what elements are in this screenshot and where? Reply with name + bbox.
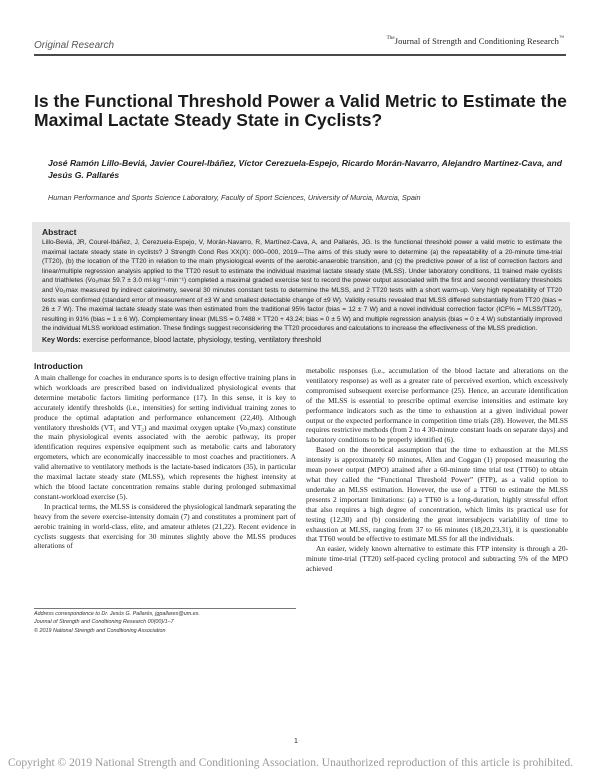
affiliation: Human Performance and Sports Science Laboratory, Faculty of Sport Sciences, University of Murcia, Murcia, Spain	[48, 193, 421, 202]
citation-note: Journal of Strength and Conditioning Research 00(00)/1–7	[34, 619, 174, 625]
body-paragraph: metabolic responses (i.e., accumulation of the blood lactate and alterations on the ventilatory response) as well as a greater rate of perceived exertion, which excessively compromised subsequent exercise performance (25). Hence, an accurate identification of the MLSS is essential to prescribe optimal exercise intensities and estimate key performance indicators such as the time to exhaustion at a given individual power output or the expected performance in competition time trials (28). However, the MLSS requires restrictive methods (from 2 to 4 30-minute constant loads on separate days) and laboratory conditions to be properly identified (6).	[306, 366, 568, 445]
journal-name: Journal of Strength and Conditioning Research	[394, 36, 559, 46]
article-title: Is the Functional Threshold Power a Valid Metric to Estimate the Maximal Lactate Steady State in Cyclists?	[34, 91, 567, 130]
journal-trademark: ™	[559, 36, 564, 41]
correspondence-note: Address correspondence to Dr. Jesús G. Pallarés, jgpallares@um.es.	[34, 611, 200, 617]
introduction-heading: Introduction	[34, 361, 83, 371]
copyright-note: © 2019 National Strength and Conditioning Association	[34, 628, 166, 634]
journal-logo	[387, 36, 564, 46]
keywords-list: exercise performance, blood lactate, physiology, testing, ventilatory threshold	[82, 337, 322, 344]
header-divider	[34, 54, 566, 56]
keywords	[42, 337, 562, 344]
body-column-right	[306, 366, 568, 574]
page-number: 1	[294, 738, 298, 745]
body-paragraph: In practical terms, the MLSS is considered the physiological landmark separating the heavy from the severe exercise-intensity domain (7) and constitutes a prominent part of aerobic training in world-class, elite, and amateur athletes (21,22). Recent evidence in cyclists suggests that exercising for 30 minutes slightly above the MLSS produces alterations of	[34, 501, 296, 551]
body-paragraph: A main challenge for coaches in endurance sports is to design effective training plans in which workloads are prescribed based on individualized physiological events that determine metabolic factors limiting performance (17). In this sense, it is key to accurately identify thresholds (i.e., intensities) for setting individual training zones to produce the optimal adaptation and performance enhancement (22,40). Although ventilatory thresholds (VT₁ and VT₂) and maximal oxygen uptake (V̇o₂max) constitute the main physiological events associated with the aerobic pathway, its proper identification requires expensive equipment such as metabolic carts and laboratory ergometers, which are economically inaccessible to most coaches and practitioners. A valid alternative to ventilatory methods is the lactate-based indicators (35), in particular the maximal lactate steady state (MLSS), which represents the highest intensity at which the blood lactate concentration remains stable during prolonged submaximal constant-workload exercise (5).	[34, 373, 296, 501]
journal-prefix: The	[386, 36, 395, 41]
section-label: Original Research	[34, 40, 115, 51]
abstract-heading: Abstract	[42, 227, 77, 237]
abstract-text: Lillo-Beviá, JR, Courel-Ibáñez, J, Cerezuela-Espejo, V, Morán-Navarro, R, Martínez-Cava, A, and Pallarés, JG. Is the functional threshold power a valid metric to estimate the maximal lactate steady state in cyclists? J Strength Cond Res XX(X): 000–000, 2019—The aims of this study were to determine (a) the repeatability of a 20-minute time-trial (TT20), (b) the location of the TT20 in relation to the main physiological events of the aerobic-anaerobic transition, and (c) the predictive power of a list of correction factors and linear/multiple regression analysis applied to the TT20 result to estimate the individual maximal lactate steady state (MLSS). Under laboratory conditions, 11 trained male cyclists and triathletes (V̇o₂max 59.7 ± 3.0 ml·kg⁻¹·min⁻¹) completed a maximal graded exercise test to record the power output associated with the first and second ventilatory thresholds and V̇o₂max measured by indirect calorimetry, several 30 minutes constant tests to determine the MLSS, and 2 TT20 tests with a short warm-up. Very high repeatability of TT20 tests was confirmed (standard error of measurement of ±3 W and smallest detectable change of ±9 W). Validity results revealed that MLSS differed substantially from TT20 (bias = 26 ± 7 W). The maximal lactate steady state was then estimated from the traditional 95% factor (bias = 12 ± 7 W) and a novel individual correction factor (ICF% = MLSS/TT20), resulting in 91% (bias = 1 ± 6 W). Complementary linear (MLSS = 0.7488 × TT20 + 43.24; bias = 0 ± 5 W) and multiple regression analysis (bias = 0 ± 4 W) substantially improved the individual MLSS workload estimation. These findings suggest reconsidering the TT20 procedures and calculations to increase the effectiveness of the MLSS prediction.	[42, 239, 562, 333]
body-paragraph: Based on the theoretical assumption that the time to exhaustion at the MLSS intensity is approximately 60 minutes, Allen and Coggan (1) proposed measuring the mean power output (MPO) attained after a 60-minute time trial test (TT60) to obtain what they called the “Functional Threshold Power” (FTP), as a valid option to undertake an MLSS estimation. However, the use of a TT60 to estimate the MLSS presents 2 important limitations: (a) a TT60 is a long-duration, highly stressful effort that also requires a high degree of concentration, which limits its practical use for testing (12,30) and (b) considering the great intersubjects variability of time to exhaustion at MLSS, ranging from 37 to 66 minutes (18,20,23,31), it is questionable that TT60 would be effective to estimate MLSS for all the individuals.	[306, 445, 568, 544]
keywords-label: Key Words:	[42, 337, 81, 344]
author-list: José Ramón Lillo-Beviá, Javier Courel-Ibáñez, Víctor Cerezuela-Espejo, Ricardo Morán-Navarro, Alejandro Martínez-Cava, and Jesús G. Pallarés	[48, 158, 563, 180]
body-column-left	[34, 373, 296, 551]
footnote-divider	[34, 608, 296, 609]
copyright-watermark: Copyright © 2019 National Strength and Conditioning Association. Unauthorized reproduction of this article is prohibited.	[8, 757, 574, 769]
body-paragraph: An easier, widely known alternative to estimate this FTP intensity is through a 20-minute time-trial (TT20) self-paced cycling protocol and subtracting 5% of the MPO achieved	[306, 544, 568, 574]
